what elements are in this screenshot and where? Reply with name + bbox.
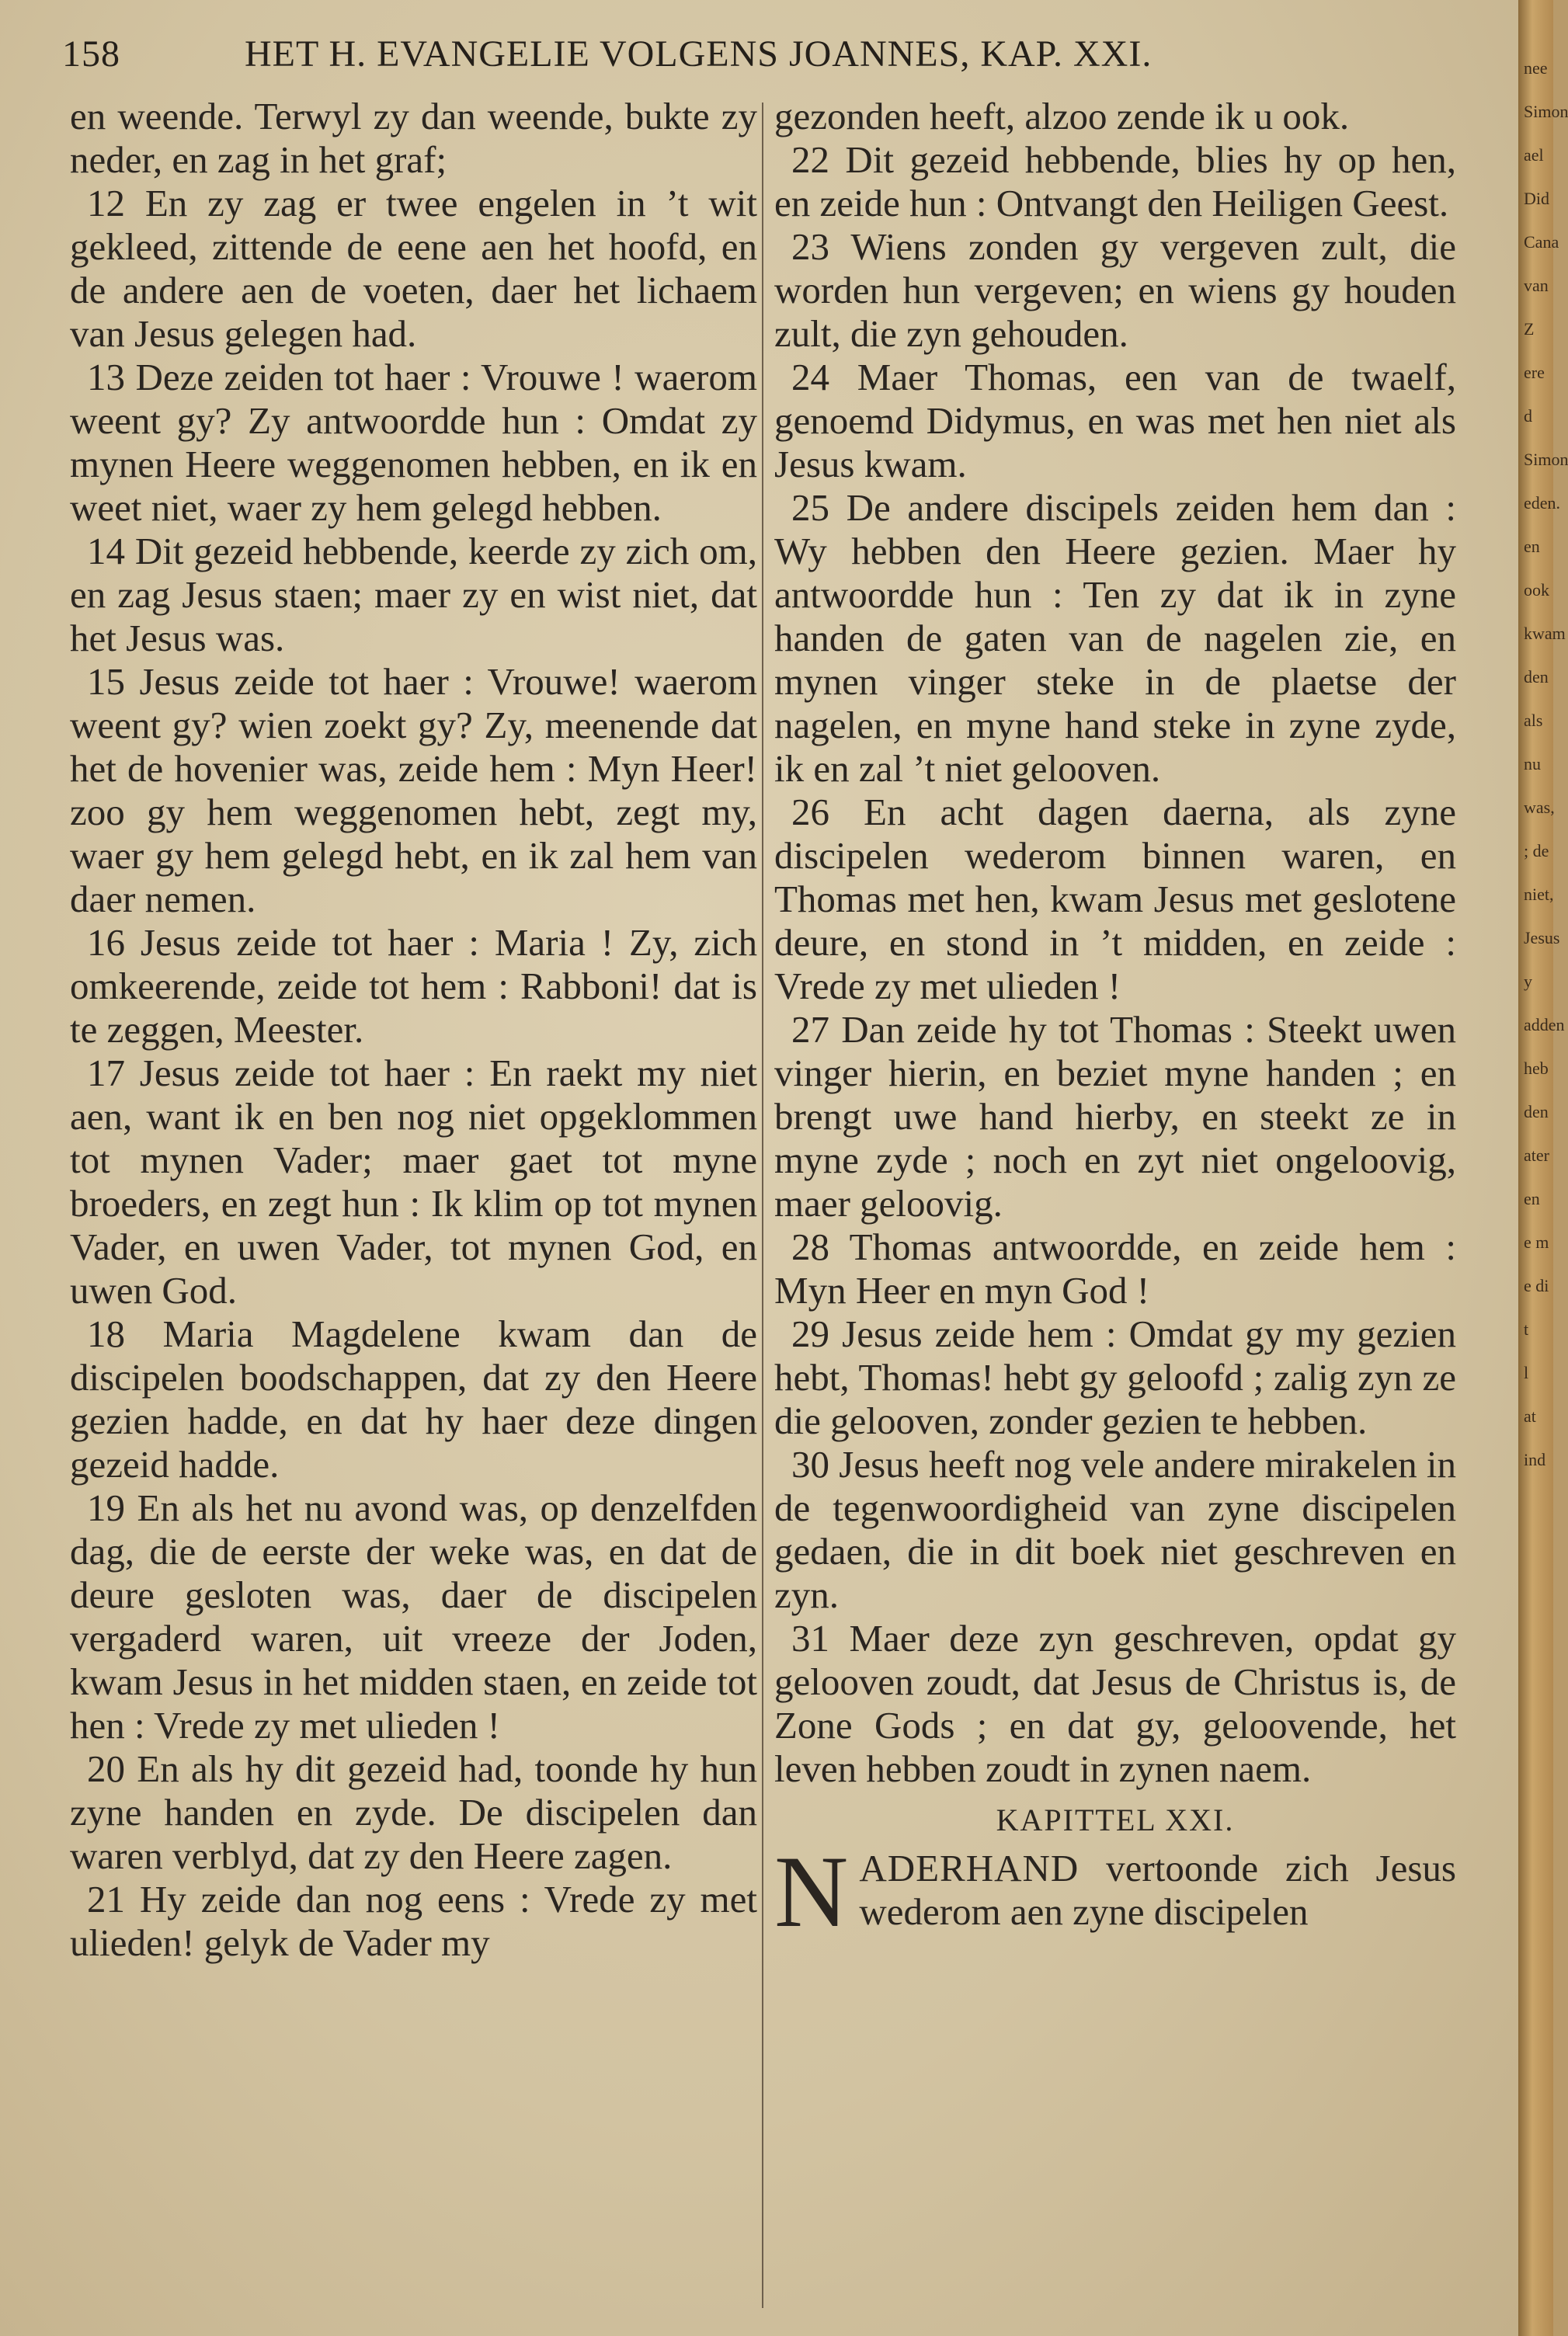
edge-fragment: Simon [1524, 102, 1568, 121]
verse-18: 18 Maria Magdelene kwam dan de discipelen boodschappen, dat zy den Heere gezien hadde, en dat hy haer deze dingen gezeid hadde. [70, 1312, 757, 1486]
verse-20: 20 En als hy dit gezeid had, toonde hy hun zyne handen en zyde. De discipelen dan waren verblyd, dat zy den Heere zagen. [70, 1747, 757, 1877]
verse-16: 16 Jesus zeide tot haer : Maria ! Zy, zich omkeerende, zeide tot hem : Rabboni! dat is te zeggen, Meester. [70, 921, 757, 1051]
edge-fragment: den [1524, 667, 1549, 687]
chapter-opening-text: vertoonde zich Jesus wederom aen zyne discipelen [859, 1847, 1456, 1933]
verse-23: 23 Wiens zonden gy vergeven zult, die worden hun vergeven; en wiens gy houden zult, die zyn gehouden. [774, 225, 1456, 355]
verse-26: 26 En acht dagen daerna, als zyne discipelen wederom binnen waren, en Thomas met hen, kwam Jesus met geslotene deure, en stond in ’t midden, en zeide : Vrede zy met ulieden ! [774, 791, 1456, 1007]
verse-14: 14 Dit gezeid hebbende, keerde zy zich om, en zag Jesus staen; maer zy en wist niet, dat het Jesus was. [70, 530, 757, 659]
edge-fragment: Simon [1524, 450, 1568, 469]
edge-fragment: ; de [1524, 841, 1549, 860]
edge-fragment: ater [1524, 1145, 1549, 1165]
verse-22: 22 Dit gezeid hebbende, blies hy op hen, en zeide hun : Ontvangt den Heiligen Geest. [774, 138, 1456, 224]
edge-fragment: Cana [1524, 232, 1559, 252]
edge-fragment: en [1524, 1189, 1540, 1208]
page-number: 158 [62, 33, 120, 75]
edge-fragment: e m [1524, 1232, 1549, 1252]
verse-29: 29 Jesus zeide hem : Omdat gy my gezien hebt, Thomas! hebt gy geloofd ; zalig zyn ze die gelooven, zonder gezien te hebben. [774, 1312, 1456, 1442]
edge-fragment: e di [1524, 1276, 1549, 1295]
edge-fragment: ere d [1524, 363, 1545, 426]
edge-fragment: kwam [1524, 624, 1566, 643]
verse-28: 28 Thomas antwoordde, en zeide hem : Myn Heer en myn God ! [774, 1225, 1456, 1312]
edge-fragment: en ook [1524, 537, 1549, 600]
facing-page-fragments [1524, 47, 1568, 2299]
edge-fragment: Jesus [1524, 928, 1560, 947]
edge-fragment: t [1524, 1319, 1529, 1339]
edge-fragment: niet, [1524, 885, 1554, 904]
verse-17: 17 Jesus zeide tot haer : En raekt my niet aen, want ik en ben nog niet opgeklommen tot mynen Vader; maer gaet tot myne broeders, en zegt hun : Ik klim op tot mynen Vader, en uwen Vader, tot mynen God, en uwen God. [70, 1052, 757, 1312]
edge-fragment: l [1524, 1363, 1529, 1382]
verse-continuation: en weende. Terwyl zy dan weende, bukte zy neder, en zag in het graf; [70, 95, 757, 181]
chapter-heading: KAPITTEL XXI. [996, 1802, 1235, 1837]
verse-12: 12 En zy zag er twee engelen in ’t wit gekleed, zittende de eene aen het hoofd, en de andere aen de voeten, daer het lichaem van Jesus gelegen had. [70, 182, 757, 355]
verse-27: 27 Dan zeide hy tot Thomas : Steekt uwen vinger hierin, en beziet myne handen ; en brengt uwe hand hierby, en steekt ze in myne zyde ; noch en zyt niet ongeloovig, maer geloovig. [774, 1008, 1456, 1225]
edge-fragment: ael Did [1524, 145, 1549, 208]
drop-cap: N [774, 1834, 849, 1948]
chapter-opening [774, 1834, 1456, 1948]
edge-fragment: at [1524, 1406, 1536, 1426]
verse-13: 13 Deze zeiden tot haer : Vrouwe ! waerom weent gy? Zy antwoordde hun : Omdat zy mynen Heere weggenomen hebben, en ik en weet niet, waer zy hem gelegd hebben. [70, 356, 757, 529]
edge-fragment: eden. [1524, 493, 1561, 513]
verse-19: 19 En als het nu avond was, op denzelfden dag, die de eerste der weke was, en dat de deure gesloten was, daer de discipelen vergaderd waren, uit vreeze der Joden, kwam Jesus in het midden staen, en zeide tot hen : Vrede zy met ulieden ! [70, 1486, 757, 1747]
edge-fragment: adden [1524, 1015, 1565, 1034]
edge-fragment: den [1524, 1102, 1549, 1121]
edge-fragment: van Z [1524, 276, 1549, 339]
verse-21: 21 Hy zeide dan nog eens : Vrede zy met ulieden! gelyk de Vader my [70, 1878, 757, 1964]
edge-fragment: als nu [1524, 711, 1543, 773]
chapter-opening-smallcaps: ADERHAND [859, 1847, 1080, 1889]
edge-fragment: was, [1524, 798, 1555, 817]
verse-25: 25 De andere discipels zeiden hem dan : Wy hebben den Heere gezien. Maer hy antwoordde hun : Ten zy dat ik in zyne handen de gaten van de nagelen zie, en mynen vinger steke in de plaetse der nagelen, en myne hand steke in zyne zyde, ik en zal ’t niet gelooven. [774, 486, 1456, 790]
running-title: HET H. EVANGELIE VOLGENS JOANNES, KAP. XXI. [245, 33, 1153, 75]
running-header [62, 33, 1456, 82]
verse-30: 30 Jesus heeft nog vele andere mirakelen in de tegenwoordigheid van zyne discipelen gedaen, die in dit boek niet geschreven en zyn. [774, 1443, 1456, 1616]
edge-fragment: nee [1524, 58, 1548, 78]
verse-31: 31 Maer deze zyn geschreven, opdat gy gelooven zoudt, dat Jesus de Christus is, de Zone Gods ; en dat gy, geloovende, het leven hebben zoudt in zynen naem. [774, 1617, 1456, 1790]
verse-15: 15 Jesus zeide tot haer : Vrouwe! waerom weent gy? wien zoekt gy? Zy, meenende dat het de hovenier was, zeide hem : Myn Heer! zoo gy hem weggenomen hebt, zegt my, waer gy hem gelegd hebt, en ik zal hem van daer nemen. [70, 660, 757, 920]
edge-fragment: ind [1524, 1450, 1546, 1469]
edge-fragment: heb [1524, 1058, 1549, 1078]
column-divider [762, 103, 763, 2308]
verse-24: 24 Maer Thomas, een van de twaelf, genoemd Didymus, en was met hen niet als Jesus kwam. [774, 356, 1456, 485]
verse-continuation: gezonden heeft, alzoo zende ik u ook. [774, 95, 1350, 137]
left-column [70, 95, 757, 1965]
edge-fragment: y [1524, 972, 1532, 991]
right-column [774, 95, 1456, 1948]
